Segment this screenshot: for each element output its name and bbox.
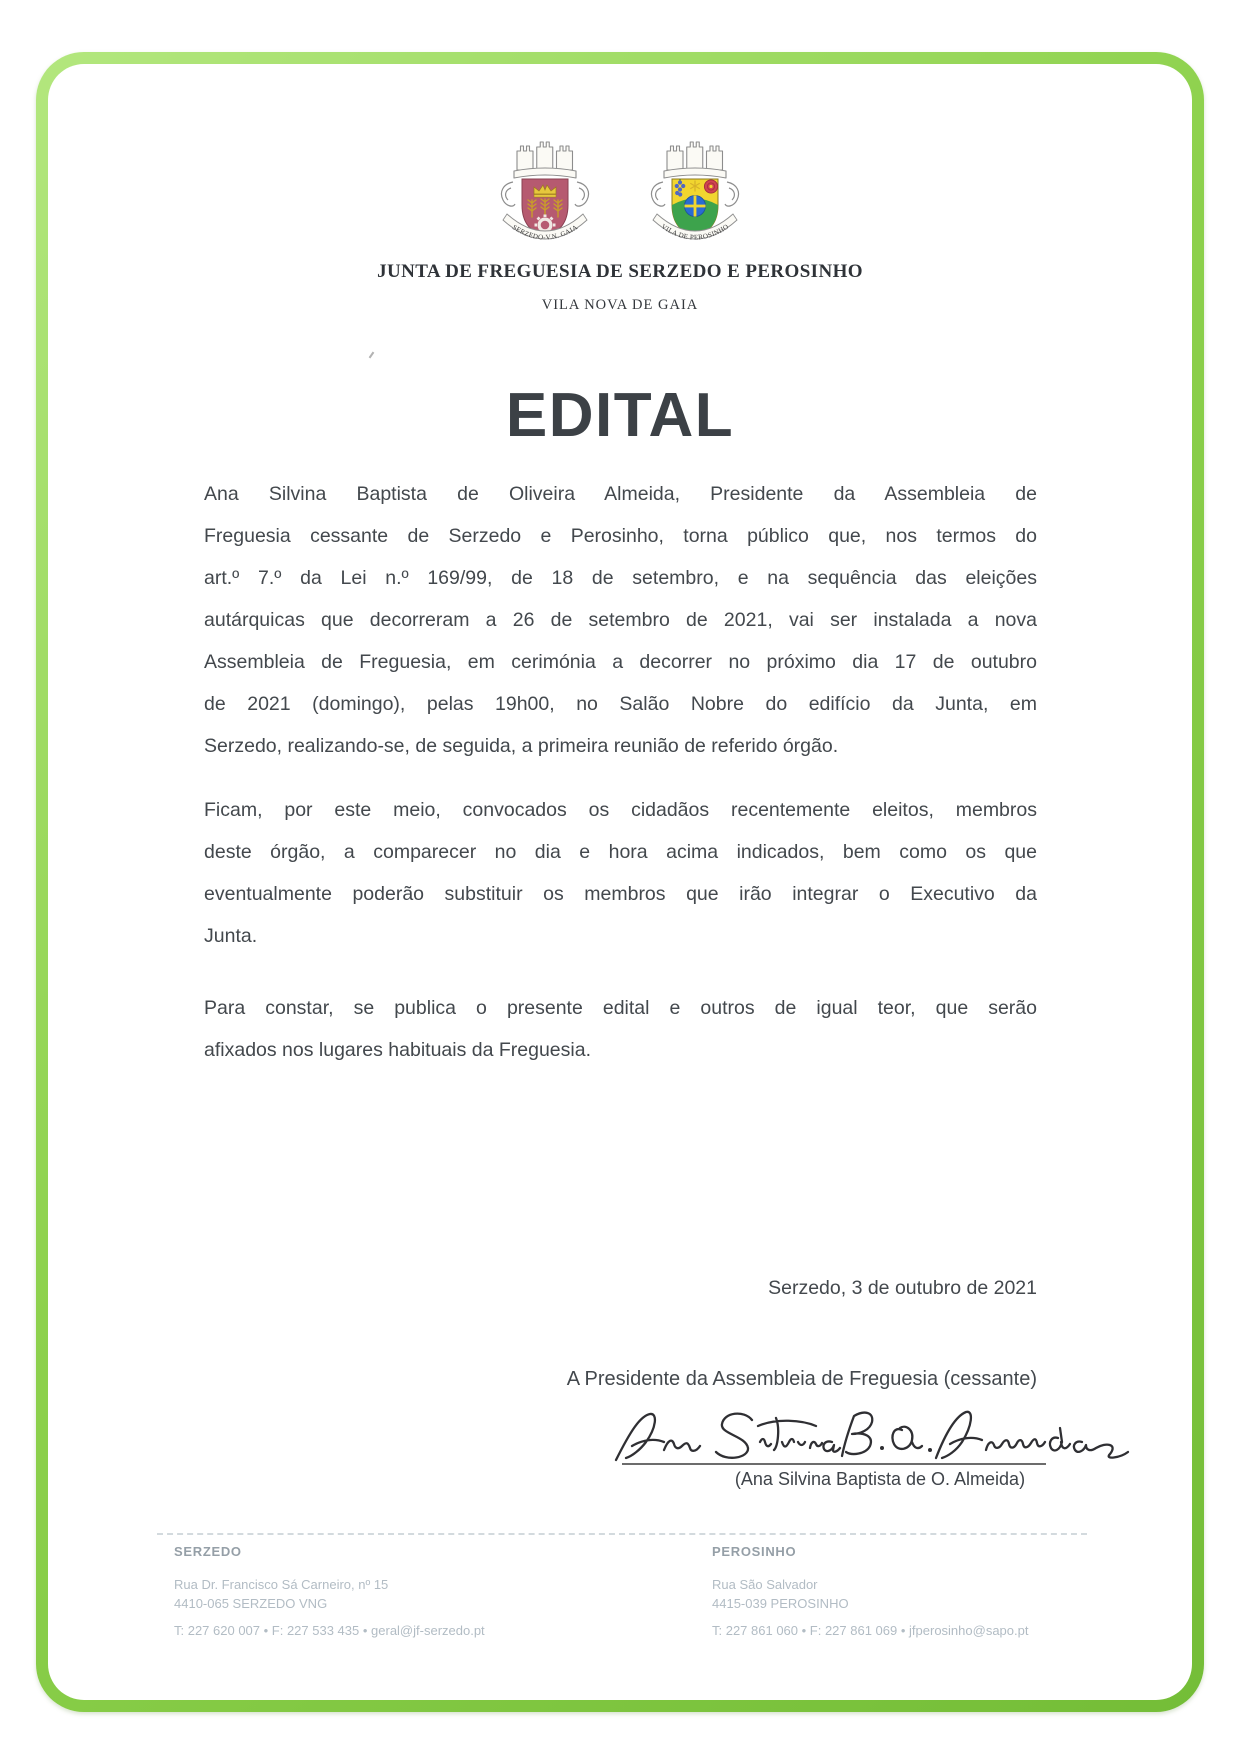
document-title: EDITAL [505,381,735,450]
footer-contacts-line: T: 227 861 060 • F: 227 861 069 • jfperosinho@sapo.pt [712,1623,1029,1638]
body-line: Junta. [204,925,258,947]
mural-crown-icon [514,142,576,178]
perosinho-coat-of-arms-icon [635,130,755,254]
municipality-name: VILA NOVA DE GAIA [541,297,699,313]
rose-icon [704,180,717,193]
perosinho-motto-text: VILA DE PEROSINHO [659,222,731,242]
cross-roundel-icon [685,196,706,217]
mural-crown-icon [664,142,726,178]
body-line: Freguesia cessante de Serzedo e Perosinho, torna público que, nos termos do [204,525,1037,547]
body-line: autárquicas que decorreram a 26 de setembro de 2021, vai ser instalada a nova [204,609,1037,631]
footer-divider [157,1533,1087,1535]
body-line: de 2021 (domingo), pelas 19h00, no Salão Nobre do edifício da Junta, em [204,693,1037,715]
serzedo-motto-text: SERZEDO-V.N. GAIA [510,223,580,242]
footer-address-line: Rua São Salvador [712,1577,818,1592]
body-line: Para constar, se publica o presente edital e outros de igual teor, que serão [204,997,1037,1019]
signatory-role-line: A Presidente da Assembleia de Freguesia (cessante) [566,1368,1037,1390]
body-line: deste órgão, a comparecer no dia e hora acima indicados, bem como os que [204,841,1037,863]
serzedo-coat-of-arms-icon [485,130,605,254]
signatory-printed-name: (Ana Silvina Baptista de O. Almeida) [734,1469,1026,1489]
footer-address-line: 4410-065 SERZEDO VNG [174,1596,328,1611]
body-line: afixados nos lugares habituais da Freguesia. [204,1039,591,1061]
body-paragraph-1 [204,473,1037,767]
footer-perosinho-contact-block [712,1544,1028,1638]
signature-dot [880,1446,884,1450]
footer-column-title: PEROSINHO [712,1544,797,1559]
footer-column-title: SERZEDO [174,1544,242,1559]
body-line: Assembleia de Freguesia, em cerimónia a decorrer no próximo dia 17 de outubro [204,651,1037,673]
signature-dot [928,1448,932,1452]
footer-address-line: 4415-039 PEROSINHO [712,1596,849,1611]
footer-contacts-line: T: 227 620 007 • F: 227 533 435 • geral@jf-serzedo.pt [174,1623,485,1638]
place-date-line: Serzedo, 3 de outubro de 2021 [768,1277,1037,1299]
footer-address-line: Rua Dr. Francisco Sá Carneiro, nº 15 [174,1577,389,1592]
body-line: Ana Silvina Baptista de Oliveira Almeida, Presidente da Assembleia de [204,483,1037,505]
footer-serzedo-contact-block [174,1544,485,1638]
organization-name: JUNTA DE FREGUESIA DE SERZEDO E PEROSINHO [377,261,863,282]
body-line: eventualmente poderão substituir os membros que irão integrar o Executivo da [204,883,1037,905]
body-paragraph-3 [204,987,1037,1071]
body-line: art.º 7.º da Lei n.º 169/99, de 18 de setembro, e na sequência das eleições [204,567,1037,589]
coat-of-arms-row [0,130,1240,254]
body-line: Serzedo, realizando-se, de seguida, a primeira reunião de referido órgão. [204,735,839,757]
body-paragraph-2 [204,789,1037,957]
body-line: Ficam, por este meio, convocados os cidadãos recentemente eleitos, membros [204,799,1037,821]
